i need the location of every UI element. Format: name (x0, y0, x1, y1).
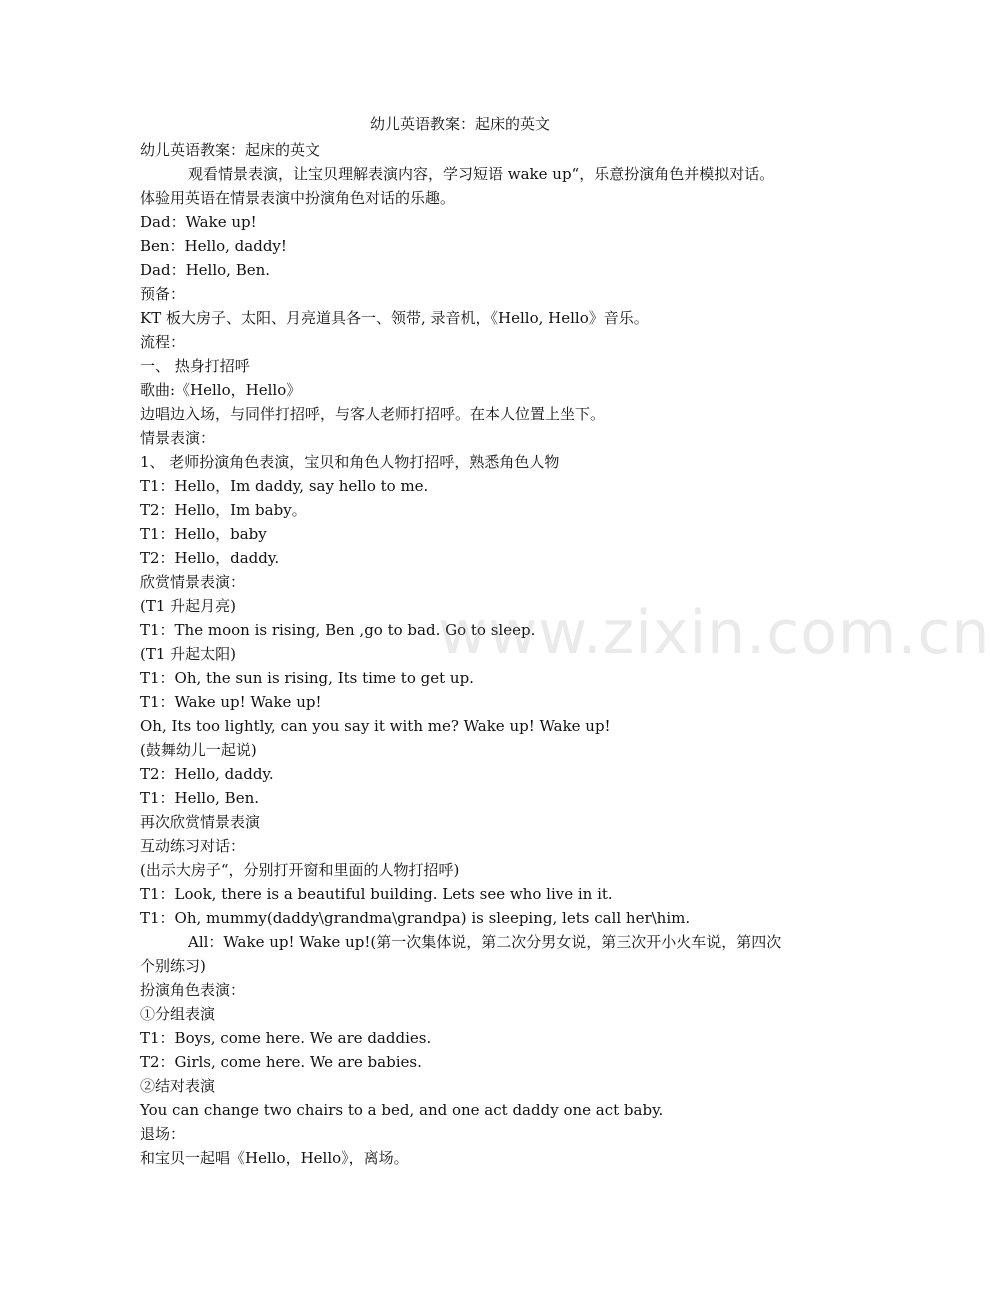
text-line: T2：Hello, daddy. (140, 765, 274, 783)
text-line: T1：Hello, Ben. (140, 789, 259, 807)
text-line: T1：Oh, mummy(daddy\grandma\grandpa) is sleeping, lets call her\him. (140, 909, 691, 927)
text-line: Dad：Wake up! (140, 213, 257, 231)
text-line: Oh, Its too lightly, can you say it with me? Wake up! Wake up! (140, 717, 611, 735)
section-heading: 扮演角色表演： (140, 981, 246, 999)
text-line: 1、 老师扮演角色表演，宝贝和角色人物打招呼，熟悉角色人物 (140, 453, 560, 471)
section-heading: 欣赏情景表演： (140, 573, 246, 591)
document-title: 幼儿英语教案：起床的英文 (369, 115, 550, 133)
text-paragraph: All：Wake up! Wake up!(第一次集体说，第二次分男女说，第三次开小火车说，第四次个别练习) (140, 933, 782, 975)
text-line: You can change two chairs to a bed, and one act daddy one act baby. (140, 1101, 664, 1119)
text-line: 和宝贝一起唱《Hello，Hello》，离场。 (140, 1149, 409, 1167)
text-line: T1：Boys, come here. We are daddies. (140, 1029, 432, 1047)
text-line: T1：The moon is rising, Ben ,go to bad. Go to sleep. (140, 621, 536, 639)
text-line: T1：Hello，baby (140, 525, 267, 543)
text-line: T1：Hello，Im daddy, say hello to me. (140, 477, 429, 495)
text-line: (T1 升起太阳) (140, 645, 237, 663)
text-line: ①分组表演 (140, 1005, 216, 1023)
text-line: T2：Hello，daddy. (140, 549, 280, 567)
text-line: ②结对表演 (140, 1077, 216, 1095)
text-line: 歌曲:《Hello，Hello》 (140, 381, 302, 399)
section-heading: 再次欣赏情景表演 (140, 813, 261, 831)
section-heading: 情景表演： (140, 429, 216, 447)
section-heading: 退场： (140, 1125, 186, 1143)
text-line: Ben：Hello, daddy! (140, 237, 287, 255)
section-heading: 互动练习对话： (140, 837, 246, 855)
text-line: (出示大房子“，分别打开窗和里面的人物打招呼) (140, 861, 460, 879)
watermark: www.zixin.com.cn (438, 598, 990, 668)
text-line: 边唱边入场，与同伴打招呼，与客人老师打招呼。在本人位置上坐下。 (140, 405, 606, 423)
text-line: T2：Girls, come here. We are babies. (140, 1053, 422, 1071)
section-heading: 预备： (140, 285, 186, 303)
objective-paragraph: 观看情景表演，让宝贝理解表演内容，学习短语 wake up“，乐意扮演角色并模拟对话。体验用英语在情景表演中扮演角色对话的乐趣。 (140, 165, 775, 207)
text-line: T2：Hello，Im baby。 (140, 501, 307, 519)
text-line: (T1 升起月亮) (140, 597, 237, 615)
section-heading: 流程： (140, 333, 186, 351)
text-line: T1：Oh, the sun is rising, Its time to get up. (140, 669, 474, 687)
text-line: T1：Wake up! Wake up! (140, 693, 322, 711)
text-line: (鼓舞幼儿一起说) (140, 741, 257, 759)
text-line: KT 板大房子、太阳、月亮道具各一、领带, 录音机，《Hello, Hello》音乐。 (140, 309, 649, 327)
document-body (140, 138, 788, 1170)
text-line: T1：Look, there is a beautiful building. Lets see who live in it. (140, 885, 613, 903)
text-line: 一、 热身打招呼 (140, 357, 250, 375)
subtitle-line: 幼儿英语教案：起床的英文 (140, 141, 321, 159)
text-line: Dad：Hello, Ben. (140, 261, 271, 279)
